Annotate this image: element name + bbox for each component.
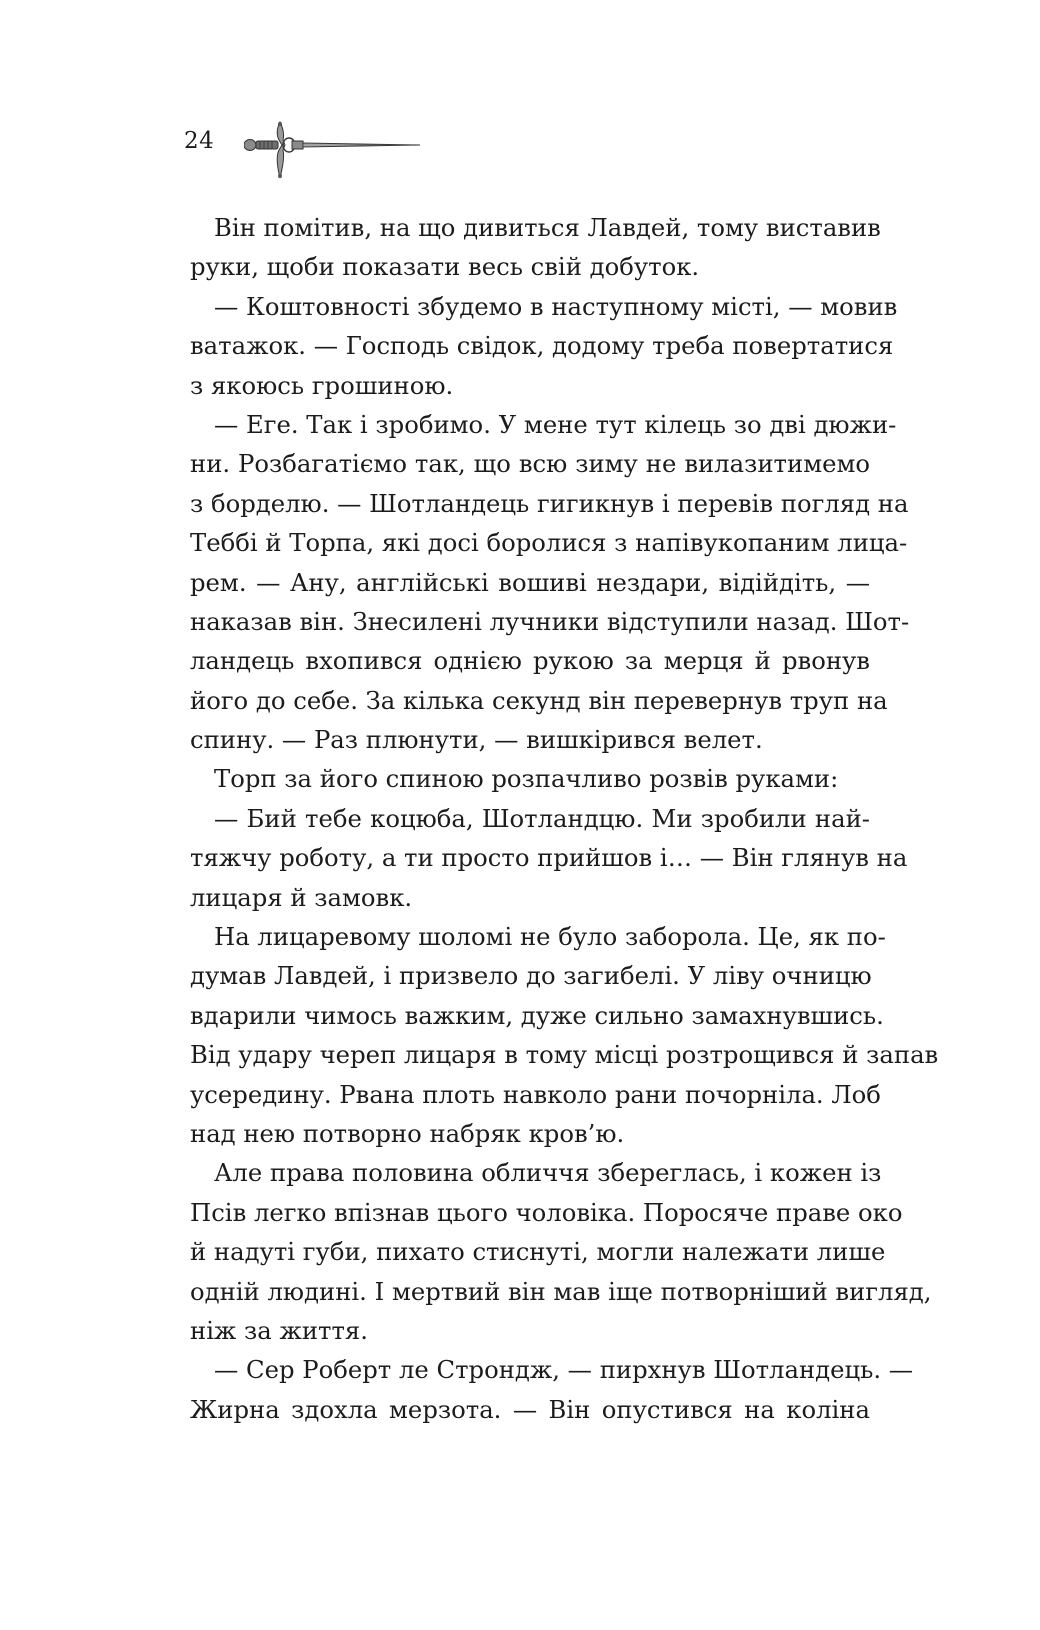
text-line: — Коштовності збудемо в наступному місті, — мовив	[214, 291, 898, 321]
text-line: вдарили чимось важким, дуже сильно замахнувшись.	[190, 1000, 884, 1030]
text-line: лицаря й замовк.	[190, 882, 413, 912]
text-line: — Сер Роберт ле Строндж, — пирхнув Шотландець. —	[214, 1355, 914, 1385]
text-line: Псів легко впізнав цього чоловіка. Поросяче праве око	[190, 1197, 903, 1227]
text-line: його до себе. За кілька секунд він перевернув труп на	[190, 685, 888, 715]
text-line: Жирна здохла мерзота. — Він опустився на коліна	[190, 1394, 870, 1424]
text-line: Торп за його спиною розпачливо розвів руками:	[214, 764, 839, 794]
body-text	[190, 208, 939, 1429]
text-line: над нею потворно набряк кров’ю.	[190, 1118, 625, 1148]
page-number: 24	[184, 128, 215, 154]
text-line: одній людині. І мертвий він мав іще потворніший вигляд,	[190, 1276, 932, 1306]
text-line: Він помітив, на що дивиться Лавдей, тому виставив	[214, 213, 881, 242]
text-line: ніж за життя.	[190, 1315, 368, 1345]
text-line: з якоюсь грошиною.	[190, 370, 454, 400]
text-line: Теббі й Торпа, які досі боролися з напівукопаним лица-	[190, 528, 908, 558]
text-line: думав Лавдей, і призвело до загибелі. У ліву очницю	[190, 961, 872, 991]
text-line: ватажок. — Господь свідок, додому треба повертатися	[190, 331, 894, 361]
text-line: спину. — Раз плюнути, — вишкірився велет.	[190, 725, 763, 755]
text-line: й надуті губи, пихато стиснуті, могли належати лише	[190, 1237, 886, 1267]
text-line: Від удару череп лицаря в тому місці розтрощився й запав	[190, 1040, 939, 1070]
text-line: з борделю. — Шотландець гигикнув і перевів погляд на	[190, 488, 909, 518]
text-line: — Бий тебе коцюба, Шотландцю. Ми зробили най-	[214, 803, 870, 833]
text-line: наказав він. Знесилені лучники відступили назад. Шот-	[190, 606, 910, 636]
text-line: Але права половина обличчя збереглась, і кожен із	[214, 1158, 882, 1188]
text-line: рем. — Ану, англійські вошиві нездари, відійдіть, —	[190, 567, 870, 597]
text-line: тяжчу роботу, а ти просто прийшов і… — Він глянув на	[190, 843, 908, 873]
text-line: — Еге. Так і зробимо. У мене тут кілець зо дві дюжи-	[214, 409, 897, 439]
text-line: усередину. Рвана плоть навколо рани почорніла. Лоб	[190, 1079, 881, 1109]
text-line: руки, щоби показати весь свій добуток.	[190, 252, 700, 282]
sword-icon	[244, 118, 424, 190]
text-line: ландець вхопився однією рукою за мерця й рвонув	[190, 646, 870, 676]
text-line: ни. Розбагатіємо так, що всю зиму не вилазитимемо	[190, 449, 870, 479]
page-header	[184, 118, 444, 198]
text-line: На лицаревому шоломі не було заборола. Це, як по-	[214, 922, 886, 952]
